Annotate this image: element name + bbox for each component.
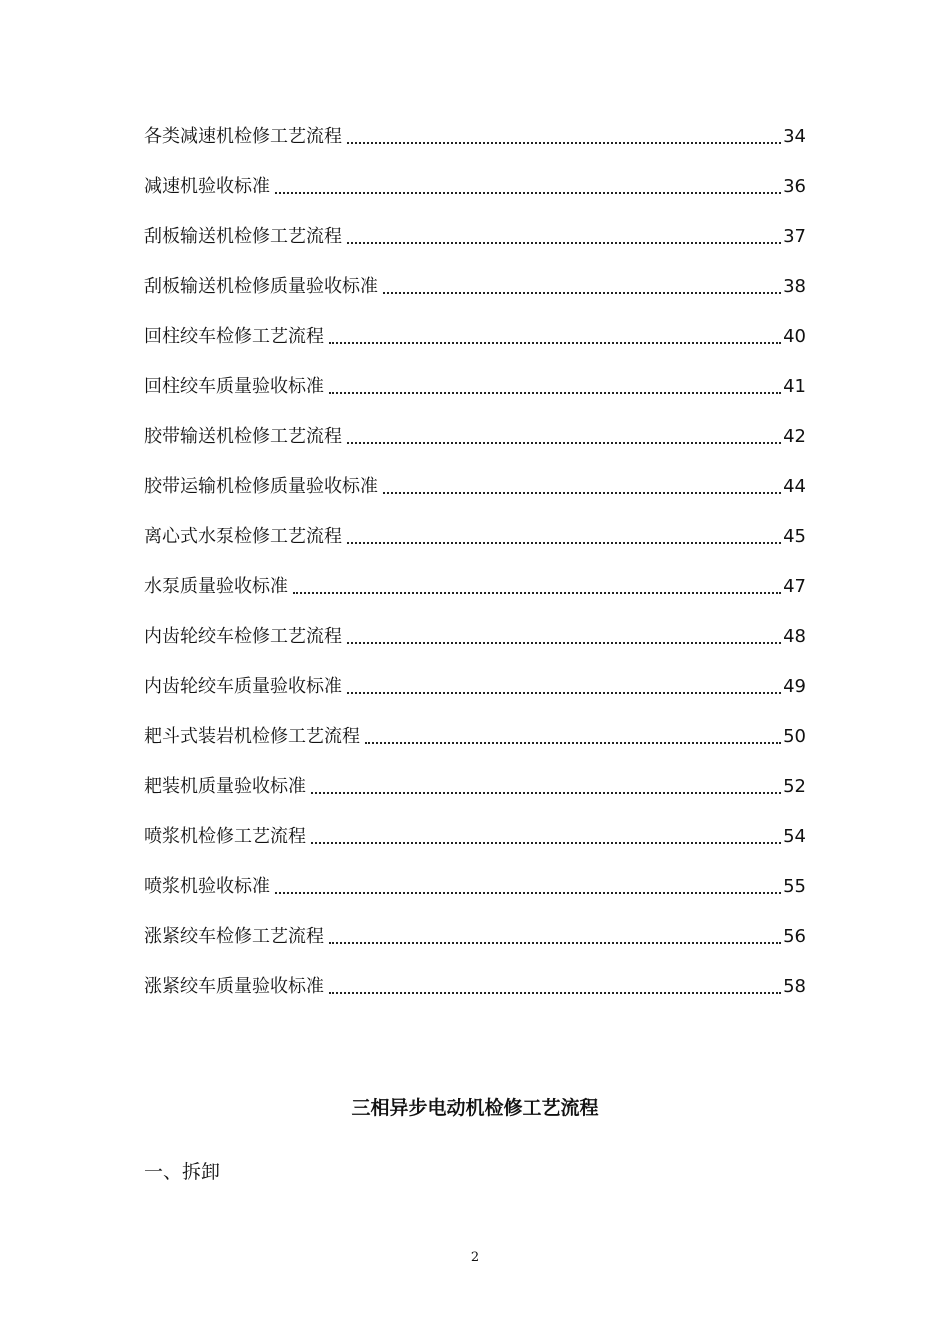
toc-entry-page: 58 [783, 976, 806, 997]
page-number: 2 [470, 1250, 480, 1265]
toc-entry[interactable] [144, 368, 806, 398]
toc-entry-page: 34 [783, 126, 806, 147]
toc-entry-page: 40 [783, 326, 806, 347]
toc-entry[interactable] [144, 618, 806, 648]
toc-entry-page: 56 [783, 926, 806, 947]
toc-entry[interactable] [144, 818, 806, 848]
toc-leader-dots [383, 476, 781, 498]
toc-entry-title: 喷浆机检修工艺流程 [144, 826, 306, 847]
toc-leader-dots [383, 276, 781, 298]
toc-entry-title: 涨紧绞车检修工艺流程 [144, 926, 324, 947]
toc-leader-dots [347, 226, 781, 248]
toc-leader-dots [347, 526, 781, 548]
toc-entry[interactable] [144, 318, 806, 348]
toc-entry-title: 水泵质量验收标准 [144, 576, 288, 597]
section-title: 三相异步电动机检修工艺流程 [351, 1097, 599, 1119]
toc-entry-page: 50 [783, 726, 806, 747]
toc-entry-title: 刮板输送机检修质量验收标准 [144, 276, 378, 297]
toc-entry-title: 耙斗式装岩机检修工艺流程 [144, 726, 360, 747]
toc-leader-dots [275, 176, 781, 198]
toc-leader-dots [365, 726, 781, 748]
toc-entry[interactable] [144, 718, 806, 748]
toc-entry-title: 胶带运输机检修质量验收标准 [144, 476, 378, 497]
toc-entry-page: 36 [783, 176, 806, 197]
toc-entry[interactable] [144, 768, 806, 798]
toc-entry[interactable] [144, 168, 806, 198]
toc-leader-dots [347, 626, 781, 648]
toc-entry-title: 减速机验收标准 [144, 176, 270, 197]
toc-entry-page: 48 [783, 626, 806, 647]
toc-entry-title: 胶带输送机检修工艺流程 [144, 426, 342, 447]
toc-entry-page: 55 [783, 876, 806, 897]
toc-entry-title: 各类减速机检修工艺流程 [144, 126, 342, 147]
toc-entry[interactable] [144, 268, 806, 298]
toc-entry[interactable] [144, 118, 806, 148]
toc-leader-dots [311, 826, 781, 848]
toc-entry[interactable] [144, 568, 806, 598]
toc-entry[interactable] [144, 468, 806, 498]
toc-entry[interactable] [144, 418, 806, 448]
toc-leader-dots [347, 426, 781, 448]
toc-entry-page: 52 [783, 776, 806, 797]
sub-heading: 一、拆卸 [144, 1161, 221, 1183]
toc-entry-title: 离心式水泵检修工艺流程 [144, 526, 342, 547]
toc-entry-title: 耙装机质量验收标准 [144, 776, 306, 797]
toc-leader-dots [293, 576, 781, 598]
toc-entry-page: 45 [783, 526, 806, 547]
toc-leader-dots [347, 126, 781, 148]
toc-entry[interactable] [144, 518, 806, 548]
toc-entry-title: 内齿轮绞车质量验收标准 [144, 676, 342, 697]
toc-entry-page: 41 [783, 376, 806, 397]
toc-leader-dots [329, 976, 781, 998]
toc-entry-title: 内齿轮绞车检修工艺流程 [144, 626, 342, 647]
toc-leader-dots [275, 876, 781, 898]
toc-entry[interactable] [144, 668, 806, 698]
toc-entry[interactable] [144, 868, 806, 898]
toc-leader-dots [329, 376, 781, 398]
toc-entry-page: 49 [783, 676, 806, 697]
toc-entry[interactable] [144, 968, 806, 998]
toc-entry-title: 回柱绞车质量验收标准 [144, 376, 324, 397]
toc-leader-dots [329, 926, 781, 948]
toc-entry[interactable] [144, 218, 806, 248]
toc-entry-title: 涨紧绞车质量验收标准 [144, 976, 324, 997]
toc-leader-dots [329, 326, 781, 348]
toc-entry-title: 回柱绞车检修工艺流程 [144, 326, 324, 347]
toc-leader-dots [311, 776, 781, 798]
toc-entry-page: 47 [783, 576, 806, 597]
toc-entry-page: 54 [783, 826, 806, 847]
toc-entry[interactable] [144, 918, 806, 948]
toc-entry-page: 44 [783, 476, 806, 497]
toc-entry-title: 喷浆机验收标准 [144, 876, 270, 897]
toc-entry-page: 42 [783, 426, 806, 447]
toc-entry-page: 38 [783, 276, 806, 297]
toc-entry-title: 刮板输送机检修工艺流程 [144, 226, 342, 247]
toc-leader-dots [347, 676, 781, 698]
toc-entry-page: 37 [783, 226, 806, 247]
